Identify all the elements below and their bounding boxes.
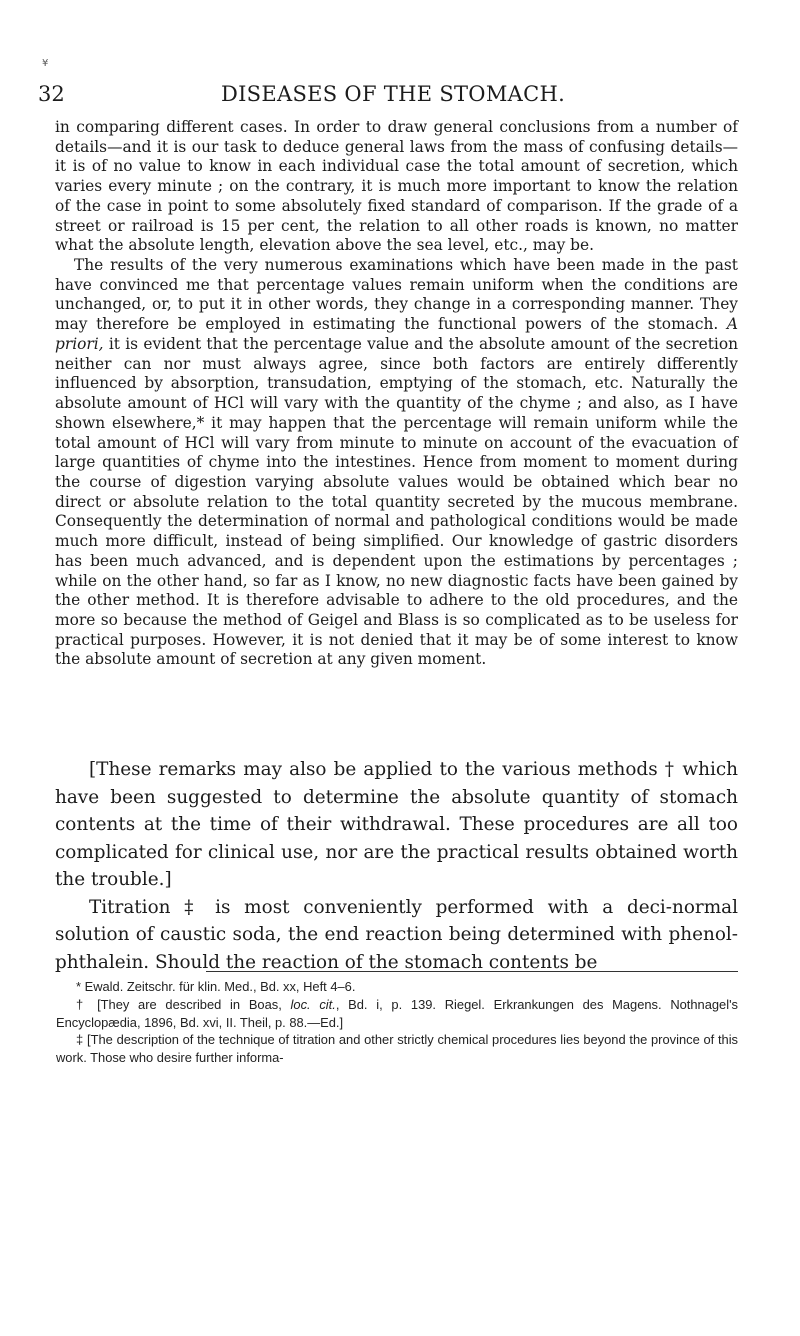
footnotes xyxy=(56,978,738,1067)
page-number: 32 xyxy=(38,82,65,106)
footnote-2-start: † [They are described in Boas, xyxy=(76,996,291,1012)
paragraph-1: in comparing different cases. In order to draw general conclusions from a number of details—and it is our task to deduce general laws from the mass of confusing details—it is of no value to know in each individual case the total amount of secretion, which varies every minute ; on the contrary, it is much more important to know the relation of the case in point to some absolutely fixed standard of comparison. If the grade of a street or railroad is 15 per cent, the relation to all other roads is known, no matter what the absolute length, elevation above the sea level, etc., may be. xyxy=(55,118,738,255)
paragraph-4: Titration ‡ is most conveniently performed with a deci-normal solution of caustic soda, the end reaction being determined with phenol-phthalein. Should the reaction of the stomach contents be xyxy=(55,896,738,973)
footnote-2 xyxy=(56,996,738,1032)
footnote-2-italic: loc. cit. xyxy=(290,996,336,1012)
footnote-1: * Ewald. Zeitschr. für klin. Med., Bd. xx, Heft 4–6. xyxy=(76,979,356,994)
paragraph-3: [These remarks may also be applied to the various methods † which have been suggested to determine the absolute quantity of stomach contents at the time of their withdrawal. These procedures are all too complicated for clinical use, nor are the practical results obtained worth the trouble.] xyxy=(55,759,738,890)
paragraph-2 xyxy=(55,256,738,670)
paragraph-2-start: The results of the very numerous examinations which have been made in the past have convinced me that percentage values remain uniform when the conditions are unchanged, or, to put it in other words, they change in a corresponding manner. They may therefore be employed in estimating the functional powers of the stomach. xyxy=(55,256,738,334)
editor-note-text xyxy=(55,756,738,976)
running-head: DISEASES OF THE STOMACH. xyxy=(220,82,566,106)
paragraph-2-italic: A priori, xyxy=(55,315,738,353)
footnote-3: ‡ [The description of the technique of titration and other strictly chemical procedures lies beyond the province of this work. Those who desire further informa- xyxy=(56,1032,738,1066)
footnote-divider xyxy=(206,971,738,972)
main-text xyxy=(55,118,738,670)
page-header xyxy=(38,82,748,112)
paragraph-2-end: it is evident that the percentage value and the absolute amount of the secretion neither can nor must always agree, since both factors are entirely differently influenced by absorption, transudation, emptying of the stomach, etc. Naturally the absolute amount of HCl will vary with the quantity of the chyme ; and also, as I have shown elsewhere,* it may happen that the percentage will remain uniform while the total amount of HCl will vary from minute to minute on account of the evacuation of large quantities of chyme into the intestines. Hence from moment to moment during the course of digestion varying absolute values would be obtained which bear no direct or absolute relation to the total quantity secreted by the mucous membrane. Consequently the determination of normal and pathological conditions would be made much more difficult, instead of being simplified. Our knowledge of gastric disorders has been much advanced, and is dependent upon the estimations by percentages ; while on the other hand, so far as I know, no new diagnostic facts have been gained by the other method. It is therefore advisable to adhere to the old procedures, and the more so because the method of Geigel and Blass is so complicated as to be useless for practical purposes. However, it is not denied that it may be of some interest to know the absolute amount of secretion at any given moment. xyxy=(55,334,738,669)
footnote-2-end: , Bd. i, p. 139. Riegel. Erkrankungen des Magens. Nothnagel's Encyclopædia, 1896, Bd. xvi, II. Theil, p. 88.—Ed.] xyxy=(56,996,739,1030)
stray-print-mark: ¥ xyxy=(42,58,49,69)
